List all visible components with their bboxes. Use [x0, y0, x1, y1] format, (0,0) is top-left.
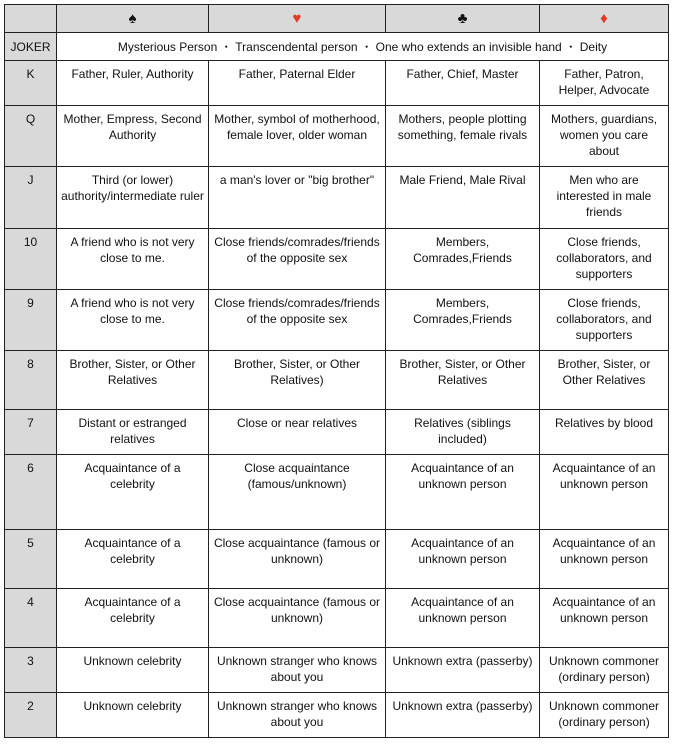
heart-cell: Close friends/comrades/friends of the opposite sex: [209, 290, 386, 351]
heart-cell: Close acquaintance (famous or unknown): [209, 530, 386, 589]
table-row: [5, 530, 669, 589]
heart-header: [209, 5, 386, 33]
spade-cell: A friend who is not very close to me.: [57, 290, 209, 351]
diamond-cell: Acquaintance of an unknown person: [540, 589, 669, 648]
table-row: [5, 455, 669, 530]
spade-cell: Acquaintance of a celebrity: [57, 455, 209, 530]
rank-cell: 5: [5, 530, 57, 589]
club-cell: Members, Comrades,Friends: [386, 290, 540, 351]
table-row: [5, 61, 669, 106]
spade-cell: Father, Ruler, Authority: [57, 61, 209, 106]
suit-header-row: [5, 5, 669, 33]
diamond-cell: Relatives by blood: [540, 410, 669, 455]
heart-cell: a man's lover or "big brother": [209, 167, 386, 229]
card-meaning-table: [4, 4, 669, 738]
rank-cell: 9: [5, 290, 57, 351]
spade-cell: Unknown celebrity: [57, 648, 209, 693]
diamond-cell: Brother, Sister, or Other Relatives: [540, 351, 669, 410]
diamond-cell: Unknown commoner (ordinary person): [540, 693, 669, 738]
heart-cell: Close acquaintance (famous or unknown): [209, 589, 386, 648]
diamond-cell: Mothers, guardians, women you care about: [540, 106, 669, 167]
joker-separator: ・: [220, 39, 233, 54]
diamond-cell: Acquaintance of an unknown person: [540, 530, 669, 589]
club-cell: Unknown extra (passerby): [386, 648, 540, 693]
spade-cell: Distant or estranged relatives: [57, 410, 209, 455]
joker-separator: ・: [564, 39, 577, 54]
rank-cell: K: [5, 61, 57, 106]
spade-cell: Unknown celebrity: [57, 693, 209, 738]
table-row: [5, 351, 669, 410]
heart-cell: Mother, symbol of motherhood, female lover, older woman: [209, 106, 386, 167]
table-row: [5, 648, 669, 693]
heart-cell: Father, Paternal Elder: [209, 61, 386, 106]
table-row: [5, 106, 669, 167]
joker-separator: ・: [360, 39, 373, 54]
heart-cell: Unknown stranger who knows about you: [209, 648, 386, 693]
heart-cell: Close or near relatives: [209, 410, 386, 455]
club-cell: Brother, Sister, or Other Relatives: [386, 351, 540, 410]
spade-cell: Acquaintance of a celebrity: [57, 589, 209, 648]
diamond-cell: Father, Patron, Helper, Advocate: [540, 61, 669, 106]
diamond-header: [540, 5, 669, 33]
diamond-icon: ♦: [600, 9, 608, 27]
spade-cell: Third (or lower) authority/intermediate ruler: [57, 167, 209, 229]
joker-row: [5, 33, 669, 61]
club-cell: Acquaintance of an unknown person: [386, 455, 540, 530]
diamond-cell: Unknown commoner (ordinary person): [540, 648, 669, 693]
heart-icon: ♥: [292, 9, 302, 27]
heart-cell: Close friends/comrades/friends of the opposite sex: [209, 229, 386, 290]
corner-cell: [5, 5, 57, 33]
table-row: [5, 693, 669, 738]
spade-cell: A friend who is not very close to me.: [57, 229, 209, 290]
rank-cell: J: [5, 167, 57, 229]
table-row: [5, 229, 669, 290]
rank-cell: 6: [5, 455, 57, 530]
rank-joker: JOKER: [5, 33, 57, 61]
table-row: [5, 410, 669, 455]
joker-description: [57, 33, 669, 61]
rank-cell: 7: [5, 410, 57, 455]
spade-icon: ♠: [128, 9, 137, 27]
club-icon: ♣: [457, 9, 468, 27]
heart-cell: Brother, Sister, or Other Relatives): [209, 351, 386, 410]
club-cell: Male Friend, Male Rival: [386, 167, 540, 229]
spade-cell: Brother, Sister, or Other Relatives: [57, 351, 209, 410]
club-cell: Father, Chief, Master: [386, 61, 540, 106]
heart-cell: Close acquaintance (famous/unknown): [209, 455, 386, 530]
rank-cell: 8: [5, 351, 57, 410]
table-row: [5, 290, 669, 351]
club-cell: Acquaintance of an unknown person: [386, 589, 540, 648]
rank-cell: 4: [5, 589, 57, 648]
club-cell: Relatives (siblings included): [386, 410, 540, 455]
diamond-cell: Close friends, collaborators, and supporters: [540, 229, 669, 290]
joker-item: Mysterious Person: [117, 39, 218, 54]
spade-cell: Acquaintance of a celebrity: [57, 530, 209, 589]
joker-item: One who extends an invisible hand: [375, 39, 562, 54]
diamond-cell: Men who are interested in male friends: [540, 167, 669, 229]
rank-cell: 10: [5, 229, 57, 290]
club-cell: Unknown extra (passerby): [386, 693, 540, 738]
diamond-cell: Close friends, collaborators, and supporters: [540, 290, 669, 351]
club-header: [386, 5, 540, 33]
rank-cell: 3: [5, 648, 57, 693]
club-cell: Acquaintance of an unknown person: [386, 530, 540, 589]
spade-header: [57, 5, 209, 33]
diamond-cell: Acquaintance of an unknown person: [540, 455, 669, 530]
table-row: [5, 167, 669, 229]
table-row: [5, 589, 669, 648]
heart-cell: Unknown stranger who knows about you: [209, 693, 386, 738]
rank-cell: 2: [5, 693, 57, 738]
club-cell: Mothers, people plotting something, female rivals: [386, 106, 540, 167]
joker-item: Deity: [579, 39, 608, 54]
joker-item: Transcendental person: [235, 39, 358, 54]
rank-cell: Q: [5, 106, 57, 167]
club-cell: Members, Comrades,Friends: [386, 229, 540, 290]
spade-cell: Mother, Empress, Second Authority: [57, 106, 209, 167]
